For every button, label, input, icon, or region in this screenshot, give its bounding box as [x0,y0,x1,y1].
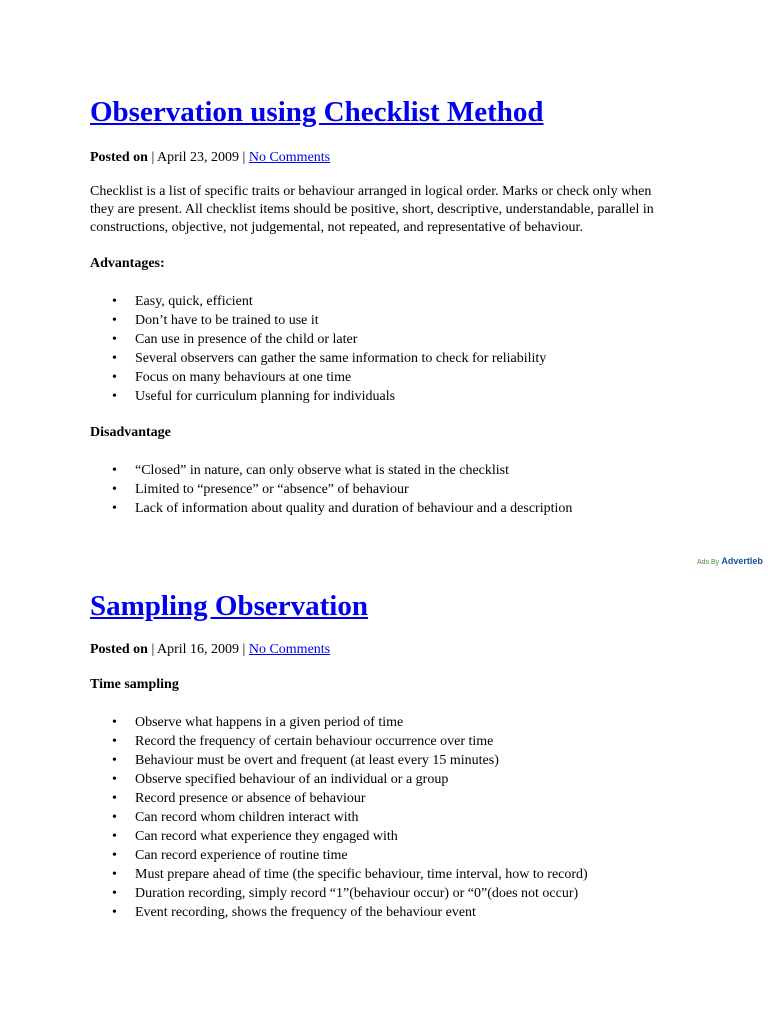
list-item: • Can record experience of routine time [112,848,348,863]
section-heading-time-sampling: Time sampling [90,677,179,692]
list-item: • “Closed” in nature, can only observe what is stated in the checklist [112,463,510,478]
list-item: • Lack of information about quality and duration of behaviour and a description [112,501,573,516]
posted-label: Posted on [90,150,148,165]
bullet-icon: • [112,848,117,863]
bullet-icon: • [112,294,117,309]
post-meta [90,641,690,659]
bullet-icon: • [112,791,117,806]
disadvantage-list [90,461,690,518]
list-item: • Record presence or absence of behaviour [112,791,366,806]
bullet-icon: • [112,772,117,787]
ads-brand-logo: Advertleb [721,556,763,566]
list-item: • Focus on many behaviours at one time [112,370,352,385]
post-date: | April 16, 2009 | [151,642,246,657]
list-item: • Observe specified behaviour of an individual or a group [112,772,449,787]
advantages-list [90,292,690,406]
bullet-icon: • [112,886,117,901]
bullet-icon: • [112,313,117,328]
bullet-icon: • [112,501,117,516]
section-heading-disadvantage: Disadvantage [90,425,171,440]
list-item: • Must prepare ahead of time (the specific behaviour, time interval, how to record) [112,867,588,882]
post-checklist [90,94,690,518]
bullet-icon: • [112,753,117,768]
list-item: • Limited to “presence” or “absence” of behaviour [112,482,409,497]
list-item: • Can use in presence of the child or later [112,332,358,347]
bullet-icon: • [112,351,117,366]
bullet-icon: • [112,463,117,478]
comments-link[interactable]: No Comments [248,150,331,165]
ads-badge[interactable] [697,552,768,570]
bullet-icon: • [112,715,117,730]
list-item: • Don’t have to be trained to use it [112,313,319,328]
time-sampling-list [90,713,690,922]
list-item: • Record the frequency of certain behaviour occurrence over time [112,734,494,749]
list-item: • Easy, quick, efficient [112,294,253,309]
bullet-icon: • [112,734,117,749]
list-item: • Useful for curriculum planning for individuals [112,389,396,404]
bullet-icon: • [112,810,117,825]
bullet-icon: • [112,829,117,844]
list-item: • Observe what happens in a given period of time [112,715,404,730]
post-intro: Checklist is a list of specific traits or behaviour arranged in logical order. Marks or check only when they are present. All checklist items should be positive, short, descriptive, understandable, parallel in constructions, objective, not judgemental, not repeated, and representative of behaviour. [90,184,654,235]
list-item: • Behaviour must be overt and frequent (at least every 15 minutes) [112,753,499,768]
ads-prefix: Ads By [697,559,720,566]
comments-link[interactable]: No Comments [248,642,331,657]
bullet-icon: • [112,332,117,347]
bullet-icon: • [112,482,117,497]
bullet-icon: • [112,389,117,404]
list-item: • Duration recording, simply record “1”(behaviour occur) or “0”(does not occur) [112,886,579,901]
list-item: • Several observers can gather the same information to check for reliability [112,351,547,366]
list-item: • Event recording, shows the frequency of the behaviour event [112,905,476,920]
post-date: | April 23, 2009 | [151,150,246,165]
section-heading-advantages: Advantages: [90,256,165,271]
list-item: • Can record whom children interact with [112,810,359,825]
bullet-icon: • [112,905,117,920]
list-item: • Can record what experience they engaged with [112,829,398,844]
posted-label: Posted on [90,642,148,657]
post-sampling [90,588,690,922]
post-meta [90,149,690,167]
bullet-icon: • [112,370,117,385]
bullet-icon: • [112,867,117,882]
post-title-link[interactable]: Sampling Observation [90,590,368,622]
post-title-link[interactable]: Observation using Checklist Method [90,96,544,128]
